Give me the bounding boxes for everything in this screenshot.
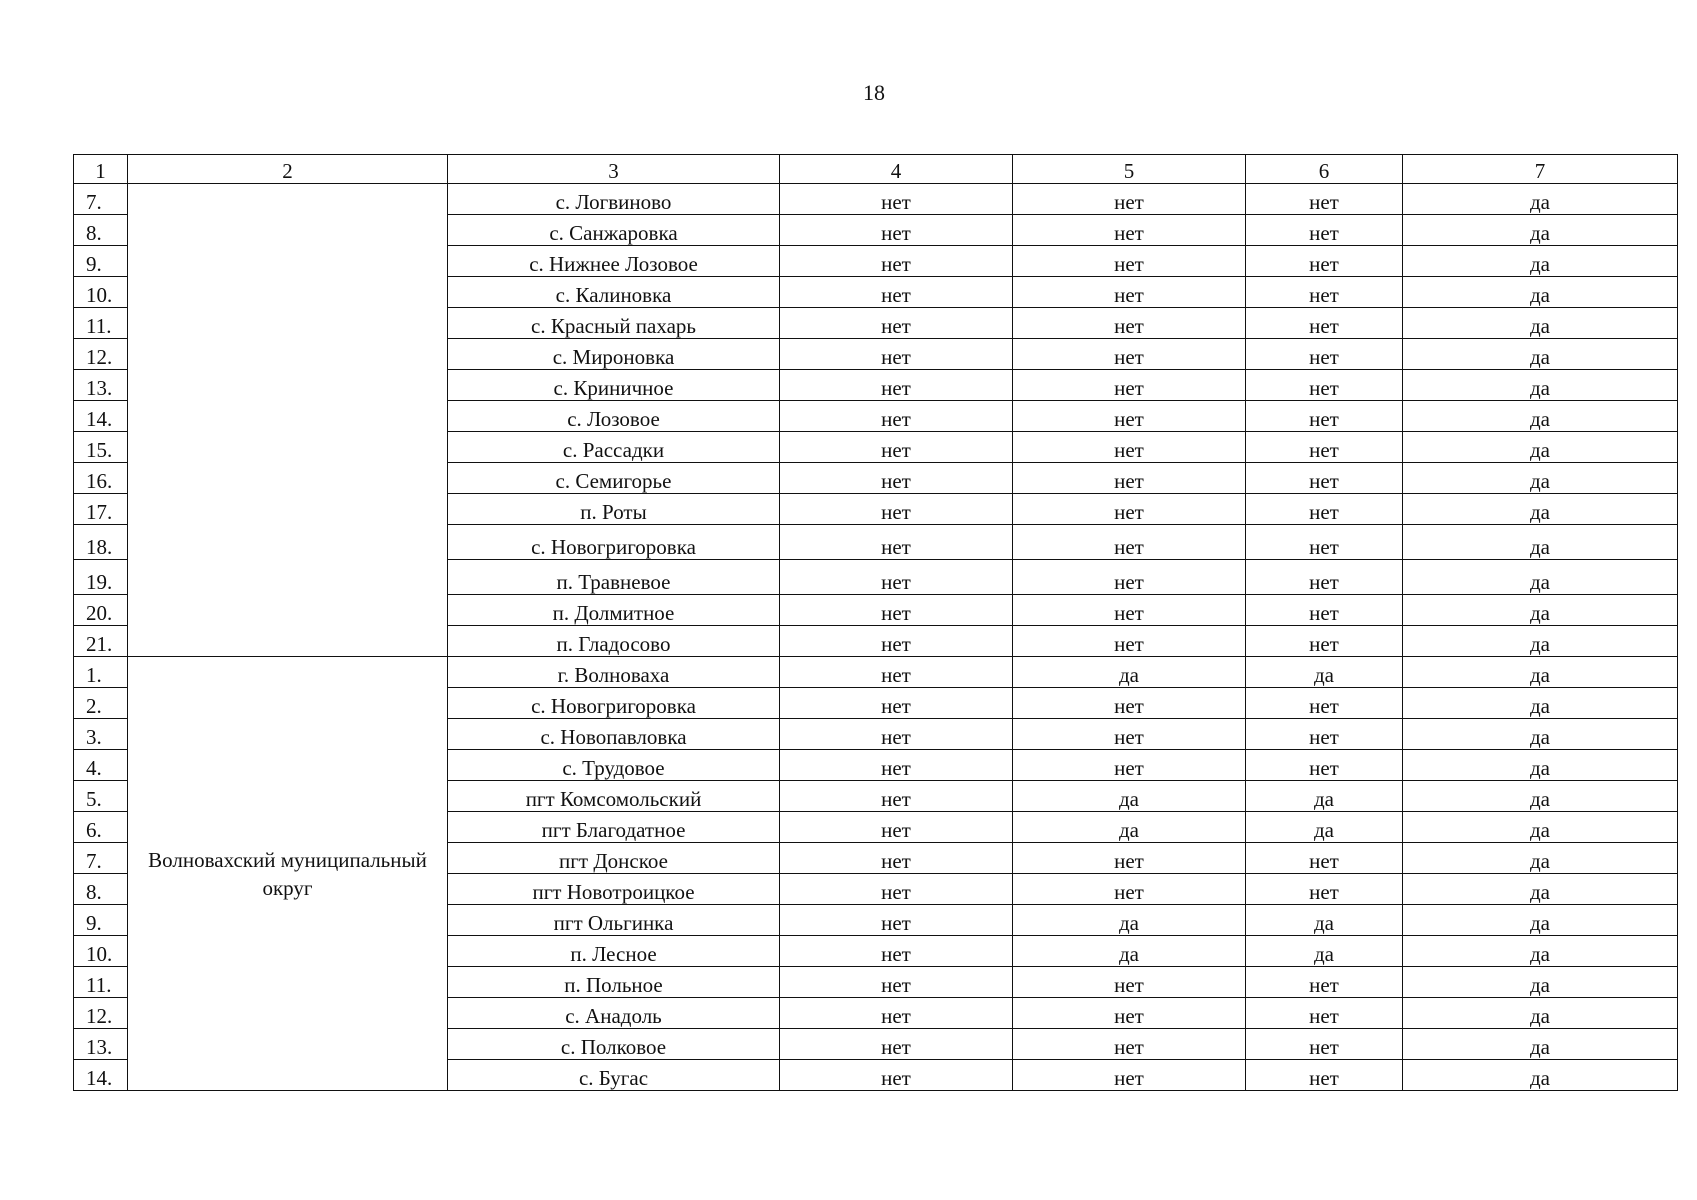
value-col-7: да [1403, 246, 1678, 277]
value-col-7: да [1403, 184, 1678, 215]
value-col-4: нет [780, 905, 1013, 936]
value-col-5: нет [1013, 998, 1246, 1029]
row-number: 10. [74, 936, 128, 967]
value-col-6: нет [1246, 874, 1403, 905]
value-col-7: да [1403, 560, 1678, 595]
value-col-7: да [1403, 750, 1678, 781]
district-name: Волновахский муниципальный округ [128, 657, 448, 1091]
value-col-6: нет [1246, 719, 1403, 750]
value-col-6: нет [1246, 401, 1403, 432]
row-number: 7. [74, 184, 128, 215]
value-col-6: да [1246, 905, 1403, 936]
row-number: 14. [74, 401, 128, 432]
settlement-name: п. Долмитное [448, 595, 780, 626]
settlement-name: с. Полковое [448, 1029, 780, 1060]
value-col-6: нет [1246, 184, 1403, 215]
settlement-name: с. Семигорье [448, 463, 780, 494]
row-number: 1. [74, 657, 128, 688]
value-col-7: да [1403, 719, 1678, 750]
value-col-6: нет [1246, 246, 1403, 277]
value-col-4: нет [780, 595, 1013, 626]
column-header-5: 5 [1013, 155, 1246, 184]
row-number: 9. [74, 246, 128, 277]
row-number: 11. [74, 967, 128, 998]
settlement-name: п. Роты [448, 494, 780, 525]
value-col-7: да [1403, 936, 1678, 967]
value-col-5: нет [1013, 401, 1246, 432]
settlement-name: пгт Новотроицкое [448, 874, 780, 905]
value-col-5: да [1013, 936, 1246, 967]
row-number: 13. [74, 370, 128, 401]
settlement-name: п. Польное [448, 967, 780, 998]
value-col-4: нет [780, 308, 1013, 339]
value-col-6: нет [1246, 339, 1403, 370]
value-col-7: да [1403, 781, 1678, 812]
value-col-6: нет [1246, 1029, 1403, 1060]
value-col-5: нет [1013, 1029, 1246, 1060]
value-col-4: нет [780, 1060, 1013, 1091]
value-col-5: нет [1013, 688, 1246, 719]
value-col-6: нет [1246, 463, 1403, 494]
value-col-4: нет [780, 525, 1013, 560]
value-col-4: нет [780, 463, 1013, 494]
value-col-6: нет [1246, 525, 1403, 560]
settlement-name: пгт Благодатное [448, 812, 780, 843]
value-col-7: да [1403, 657, 1678, 688]
value-col-6: нет [1246, 688, 1403, 719]
value-col-5: да [1013, 657, 1246, 688]
value-col-6: нет [1246, 626, 1403, 657]
row-number: 12. [74, 998, 128, 1029]
row-number: 3. [74, 719, 128, 750]
value-col-4: нет [780, 494, 1013, 525]
value-col-7: да [1403, 843, 1678, 874]
value-col-7: да [1403, 874, 1678, 905]
value-col-6: нет [1246, 595, 1403, 626]
value-col-4: нет [780, 843, 1013, 874]
value-col-4: нет [780, 688, 1013, 719]
column-header-6: 6 [1246, 155, 1403, 184]
value-col-5: нет [1013, 1060, 1246, 1091]
value-col-4: нет [780, 626, 1013, 657]
row-number: 13. [74, 1029, 128, 1060]
row-number: 19. [74, 560, 128, 595]
value-col-5: нет [1013, 719, 1246, 750]
settlement-name: с. Трудовое [448, 750, 780, 781]
value-col-6: нет [1246, 967, 1403, 998]
value-col-5: да [1013, 781, 1246, 812]
value-col-7: да [1403, 401, 1678, 432]
row-number: 6. [74, 812, 128, 843]
settlement-name: с. Мироновка [448, 339, 780, 370]
settlement-name: с. Новогригоровка [448, 525, 780, 560]
row-number: 5. [74, 781, 128, 812]
value-col-4: нет [780, 215, 1013, 246]
value-col-5: да [1013, 812, 1246, 843]
value-col-7: да [1403, 1029, 1678, 1060]
column-header-4: 4 [780, 155, 1013, 184]
value-col-5: нет [1013, 184, 1246, 215]
value-col-4: нет [780, 1029, 1013, 1060]
settlement-name: с. Калиновка [448, 277, 780, 308]
value-col-7: да [1403, 905, 1678, 936]
settlement-name: с. Анадоль [448, 998, 780, 1029]
value-col-7: да [1403, 494, 1678, 525]
value-col-5: нет [1013, 595, 1246, 626]
value-col-4: нет [780, 781, 1013, 812]
value-col-5: нет [1013, 843, 1246, 874]
value-col-6: да [1246, 812, 1403, 843]
value-col-6: нет [1246, 215, 1403, 246]
value-col-6: нет [1246, 432, 1403, 463]
settlement-name: с. Бугас [448, 1060, 780, 1091]
district-name [128, 184, 448, 657]
value-col-5: нет [1013, 626, 1246, 657]
value-col-6: нет [1246, 1060, 1403, 1091]
settlement-name: с. Новопавловка [448, 719, 780, 750]
row-number: 9. [74, 905, 128, 936]
value-col-4: нет [780, 812, 1013, 843]
value-col-5: нет [1013, 432, 1246, 463]
value-col-5: нет [1013, 339, 1246, 370]
value-col-5: да [1013, 905, 1246, 936]
value-col-6: да [1246, 657, 1403, 688]
row-number: 11. [74, 308, 128, 339]
table-row [74, 657, 1678, 688]
settlement-name: с. Нижнее Лозовое [448, 246, 780, 277]
value-col-7: да [1403, 277, 1678, 308]
page-number: 18 [863, 80, 885, 105]
value-col-4: нет [780, 401, 1013, 432]
row-number: 15. [74, 432, 128, 463]
column-header-3: 3 [448, 155, 780, 184]
settlement-name: п. Травневое [448, 560, 780, 595]
value-col-5: нет [1013, 370, 1246, 401]
value-col-5: нет [1013, 874, 1246, 905]
value-col-5: нет [1013, 560, 1246, 595]
settlement-name: пгт Ольгинка [448, 905, 780, 936]
value-col-7: да [1403, 626, 1678, 657]
value-col-4: нет [780, 339, 1013, 370]
value-col-6: нет [1246, 308, 1403, 339]
row-number: 14. [74, 1060, 128, 1091]
value-col-6: нет [1246, 998, 1403, 1029]
value-col-7: да [1403, 595, 1678, 626]
value-col-7: да [1403, 812, 1678, 843]
row-number: 18. [74, 525, 128, 560]
row-number: 17. [74, 494, 128, 525]
settlements-table [73, 154, 1678, 1091]
value-col-5: нет [1013, 525, 1246, 560]
row-number: 2. [74, 688, 128, 719]
row-number: 20. [74, 595, 128, 626]
value-col-4: нет [780, 750, 1013, 781]
value-col-4: нет [780, 998, 1013, 1029]
value-col-5: нет [1013, 215, 1246, 246]
settlement-name: г. Волноваха [448, 657, 780, 688]
value-col-6: нет [1246, 277, 1403, 308]
column-header-7: 7 [1403, 155, 1678, 184]
value-col-7: да [1403, 339, 1678, 370]
value-col-7: да [1403, 967, 1678, 998]
value-col-7: да [1403, 370, 1678, 401]
settlement-name: с. Логвиново [448, 184, 780, 215]
value-col-5: нет [1013, 967, 1246, 998]
settlement-name: п. Гладосово [448, 626, 780, 657]
value-col-5: нет [1013, 463, 1246, 494]
value-col-7: да [1403, 525, 1678, 560]
value-col-4: нет [780, 246, 1013, 277]
settlement-name: с. Рассадки [448, 432, 780, 463]
value-col-4: нет [780, 936, 1013, 967]
value-col-6: нет [1246, 560, 1403, 595]
settlement-name: с. Лозовое [448, 401, 780, 432]
value-col-5: нет [1013, 308, 1246, 339]
column-header-2: 2 [128, 155, 448, 184]
row-number: 12. [74, 339, 128, 370]
row-number: 4. [74, 750, 128, 781]
table-row [74, 184, 1678, 215]
value-col-4: нет [780, 967, 1013, 998]
table-body [74, 184, 1678, 1091]
settlement-name: с. Новогригоровка [448, 688, 780, 719]
value-col-6: нет [1246, 370, 1403, 401]
settlement-name: пгт Комсомольский [448, 781, 780, 812]
value-col-4: нет [780, 657, 1013, 688]
value-col-7: да [1403, 215, 1678, 246]
value-col-7: да [1403, 998, 1678, 1029]
value-col-5: нет [1013, 494, 1246, 525]
value-col-7: да [1403, 308, 1678, 339]
row-number: 8. [74, 215, 128, 246]
value-col-6: нет [1246, 494, 1403, 525]
value-col-4: нет [780, 560, 1013, 595]
value-col-7: да [1403, 688, 1678, 719]
row-number: 21. [74, 626, 128, 657]
value-col-4: нет [780, 432, 1013, 463]
row-number: 8. [74, 874, 128, 905]
value-col-7: да [1403, 463, 1678, 494]
value-col-5: нет [1013, 246, 1246, 277]
value-col-4: нет [780, 277, 1013, 308]
settlement-name: п. Лесное [448, 936, 780, 967]
value-col-6: да [1246, 936, 1403, 967]
value-col-6: нет [1246, 843, 1403, 874]
value-col-5: нет [1013, 277, 1246, 308]
row-number: 7. [74, 843, 128, 874]
value-col-4: нет [780, 719, 1013, 750]
settlement-name: с. Криничное [448, 370, 780, 401]
value-col-4: нет [780, 370, 1013, 401]
value-col-7: да [1403, 1060, 1678, 1091]
value-col-6: да [1246, 781, 1403, 812]
value-col-4: нет [780, 184, 1013, 215]
settlement-name: с. Санжаровка [448, 215, 780, 246]
value-col-6: нет [1246, 750, 1403, 781]
column-header-1: 1 [74, 155, 128, 184]
value-col-4: нет [780, 874, 1013, 905]
row-number: 10. [74, 277, 128, 308]
settlement-name: с. Красный пахарь [448, 308, 780, 339]
value-col-5: нет [1013, 750, 1246, 781]
value-col-7: да [1403, 432, 1678, 463]
settlement-name: пгт Донское [448, 843, 780, 874]
header-row [74, 155, 1678, 184]
row-number: 16. [74, 463, 128, 494]
